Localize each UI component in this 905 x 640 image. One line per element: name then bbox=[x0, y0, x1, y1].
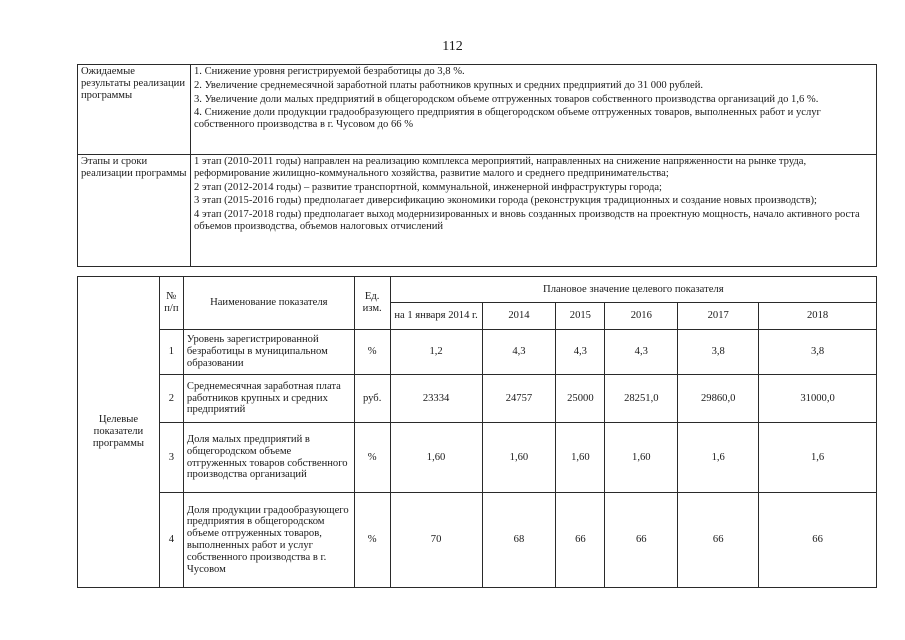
col-header-year: 2014 bbox=[482, 303, 556, 330]
col-header-year: 2015 bbox=[556, 303, 605, 330]
result-item: 3. Увеличение доли малых предприятий в общегородском объеме отгруженных товаров собственного производства организаций до 1,6 %. bbox=[194, 93, 819, 105]
row-value: 1,60 bbox=[482, 423, 556, 493]
row-value: 31000,0 bbox=[759, 375, 877, 423]
row-unit: % bbox=[354, 330, 390, 375]
info-row-stages bbox=[78, 155, 877, 267]
row-value: 25000 bbox=[556, 375, 605, 423]
row-name: Среднемесячная заработная плата работников крупных и средних предприятий bbox=[183, 375, 354, 423]
row-value: 29860,0 bbox=[678, 375, 759, 423]
row-value: 66 bbox=[759, 493, 877, 588]
row-value: 4,3 bbox=[482, 330, 556, 375]
row-value: 66 bbox=[605, 493, 678, 588]
info-label-results: Ожидаемые результаты реализации программы bbox=[78, 65, 191, 155]
row-value: 4,3 bbox=[556, 330, 605, 375]
row-value: 3,8 bbox=[678, 330, 759, 375]
stage-item: 3 этап (2015-2016 годы) предполагает диверсификацию экономики города (реконструкция традиционных и создание новых производств); bbox=[194, 195, 817, 207]
table-row bbox=[78, 330, 877, 375]
stage-item: 1 этап (2010-2011 годы) направлен на реализацию комплекса мероприятий, направленных на снижение напряженности на рынке труда, реформирование жилищно-коммунального хозяйства, развитие малого и среднего предпринимательства; bbox=[194, 156, 807, 179]
row-value: 3,8 bbox=[759, 330, 877, 375]
stage-item: 4 этап (2017-2018 годы) предполагает выход модернизированных и вновь созданных производств на проектную мощность, начало активного роста объемов производства, объемов налоговых отчислений bbox=[194, 209, 860, 232]
row-value: 1,2 bbox=[390, 330, 482, 375]
col-header-unit: Ед. изм. bbox=[354, 277, 390, 330]
row-num: 4 bbox=[159, 493, 183, 588]
info-content-stages bbox=[191, 155, 877, 267]
target-indicators-label: Целевые показатели программы bbox=[78, 277, 160, 588]
row-num: 1 bbox=[159, 330, 183, 375]
row-value: 24757 bbox=[482, 375, 556, 423]
row-value: 4,3 bbox=[605, 330, 678, 375]
table-row bbox=[78, 493, 877, 588]
col-header-plan: Плановое значение целевого показателя bbox=[390, 277, 876, 303]
row-value: 1,60 bbox=[605, 423, 678, 493]
col-header-year: на 1 января 2014 г. bbox=[390, 303, 482, 330]
page-number: 112 bbox=[442, 39, 463, 54]
row-value: 70 bbox=[390, 493, 482, 588]
row-value: 28251,0 bbox=[605, 375, 678, 423]
row-name: Уровень зарегистрированной безработицы в муниципальном образовании bbox=[183, 330, 354, 375]
row-value: 66 bbox=[556, 493, 605, 588]
col-header-year: 2018 bbox=[759, 303, 877, 330]
result-item: 1. Снижение уровня регистрируемой безработицы до 3,8 %. bbox=[194, 66, 465, 77]
row-value: 1,6 bbox=[678, 423, 759, 493]
table-row bbox=[78, 423, 877, 493]
row-unit: руб. bbox=[354, 375, 390, 423]
info-content-results bbox=[191, 65, 877, 155]
row-value: 1,60 bbox=[390, 423, 482, 493]
col-header-year: 2017 bbox=[678, 303, 759, 330]
col-header-name: Наименование показателя bbox=[183, 277, 354, 330]
col-header-year: 2016 bbox=[605, 303, 678, 330]
row-value: 1,60 bbox=[556, 423, 605, 493]
row-value: 1,6 bbox=[759, 423, 877, 493]
row-value: 66 bbox=[678, 493, 759, 588]
result-item: 2. Увеличение среднемесячной заработной платы работников крупных и средних предприятий до 31 000 рублей. bbox=[194, 79, 704, 91]
target-indicators-table bbox=[77, 276, 877, 588]
table-row bbox=[78, 375, 877, 423]
stage-item: 2 этап (2012-2014 годы) – развитие транспортной, коммунальной, инженерной инфраструктуры города; bbox=[194, 181, 663, 193]
row-unit: % bbox=[354, 423, 390, 493]
row-name: Доля малых предприятий в общегородском объеме отгруженных товаров собственного производства организаций bbox=[183, 423, 354, 493]
col-header-num: № п/п bbox=[159, 277, 183, 330]
row-name: Доля продукции градообразующего предприятия в общегородском объеме отгруженных товаров, выполненных работ и услуг собственного производства в г. Чусовом bbox=[183, 493, 354, 588]
row-num: 2 bbox=[159, 375, 183, 423]
row-unit: % bbox=[354, 493, 390, 588]
row-value: 68 bbox=[482, 493, 556, 588]
info-row-results bbox=[78, 65, 877, 155]
row-value: 23334 bbox=[390, 375, 482, 423]
row-num: 3 bbox=[159, 423, 183, 493]
program-info-table bbox=[77, 64, 877, 267]
info-label-stages: Этапы и сроки реализации программы bbox=[78, 155, 191, 267]
result-item: 4. Снижение доли продукции градообразующего предприятия в общегородском объеме отгруженных товаров, выполненных работ и услуг собственного производства в г. Чусовом до 66 % bbox=[194, 107, 821, 131]
